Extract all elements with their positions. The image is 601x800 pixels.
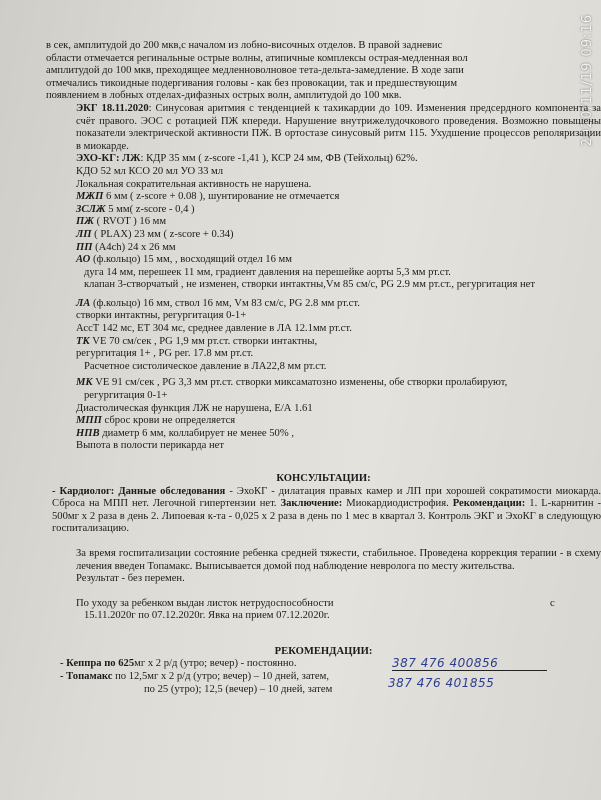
eeg-line: отмечались тикоидные подергивания головы - как без провокации, так и предшествующим bbox=[46, 77, 458, 89]
echo-lv-line: ЭХО-КГ: ЛЖ: КДР 35 мм ( z-score -1,41 ), КСР 24 мм, ФВ (Тейхольц) 62%. bbox=[76, 153, 418, 165]
eeg-line: амплитудой до 100 мкв, преходящее медленноволновое тета-дельта-замедление. В ходе запи bbox=[46, 65, 464, 77]
sick-leave-line: По уходу за ребенком выдан листок нетрудоспособности с bbox=[76, 597, 555, 609]
handwritten-sheet-number: 387 476 401855 bbox=[388, 676, 495, 690]
echo-pp: ПП (A4ch) 24 х 26 мм bbox=[76, 241, 176, 253]
echo-label: ЭХО-КГ: ЛЖ bbox=[76, 153, 141, 165]
echo-mk: МК VE 91 см/сек , PG 3,3 мм рт.ст. створки миксаматозно изменены, обе створки пролабируют, bbox=[76, 377, 508, 389]
echo-mzhp: МЖП 6 мм ( z-score + 0.08 ), шунтирование не отмечается bbox=[76, 191, 340, 203]
echo-zslzh: ЗСЛЖ 5 мм( z-score - 0,4 ) bbox=[76, 203, 195, 215]
ekg-paragraph: ЭКГ 18.11.2020: Синусовая аритмия с тенденцией к тахикардии до 109. Изменения предсердного компонента за счёт правого. ЭОС с ротацией ПЖ кпереди. Нарушение внутрижелудочкового проведения. Возможно повышены показатели электрической активности ПЖ. В ортостазе синусовый ритм 115. Ухудшение процессов реполяризации в миокарде. bbox=[76, 102, 601, 152]
echo-npv: НПВ диаметр 6 мм, коллабирует не менее 50% , bbox=[76, 427, 294, 439]
echo-mk-reg: регургитация 0-1+ bbox=[84, 390, 168, 402]
document-body bbox=[46, 40, 601, 696]
echo-la: ЛА (ф.кольцо) 16 мм, ствол 16 мм, Vм 83 см/с, PG 2.8 мм рт.ст. bbox=[76, 297, 360, 309]
eeg-line: области отмечается регинальные острые волны, атипичные комплексы острая-медленная вол bbox=[46, 52, 468, 64]
cardiologist-paragraph: - Кардиолог: Данные обследования - ЭхоКГ - дилатация правых камер и ЛП при хорошей сократимости миокарда. Сброса на МПП нет. Легочной гипертензии нет. Заключение: Миокардиодистрофия. Рекомендации: 1. L-карнитин - 500мг х 2 раза в день 2. Липоевая к-та - 0,025 х 2 раза в день по 1 мес в квартал 3. Контроль ЭКГ и ЭхоКГ в следующую госпитализацию. bbox=[52, 485, 601, 535]
echo-volumes: КДО 52 мл КСО 20 мл УО 33 мл bbox=[76, 165, 224, 177]
echo-pzh: ПЖ ( RVOT ) 16 мм bbox=[76, 216, 167, 228]
ekg-label: ЭКГ 18.11.2020 bbox=[76, 102, 149, 114]
echo-ao-arch: дуга 14 мм, перешеек 11 мм, градиент давления на перешейке аорты 5,3 мм рт.ст. bbox=[84, 266, 451, 278]
echo-pericardium: Выпота в полости перикарда нет bbox=[76, 440, 225, 452]
keppra-line: - Кеппра по 625мг х 2 р/д (утро; вечер) - постоянно. bbox=[60, 658, 297, 670]
photo-timestamp: 2020/11/19 09:16 bbox=[580, 14, 595, 147]
state-paragraph: За время госпитализации состояние ребенка средней тяжести, стабильное. Проведена коррекция терапии - в схему лечения введен Топамакс. Выписывается домой под наблюдение невролога по месту жительства. bbox=[76, 547, 601, 572]
consultations-heading: КОНСУЛЬТАЦИИ: bbox=[276, 473, 371, 484]
echo-contractility: Локальная сократительная активность не нарушена. bbox=[76, 178, 312, 190]
echo-mpp: МПП сброс крови не определяется bbox=[76, 415, 236, 427]
echo-ao-valve: клапан 3-створчатый , не изменен, створки интактны,Vм 85 см/с, PG 2.9 мм рт.ст., регургитация нет bbox=[84, 279, 535, 291]
echo-la-valve: створки интактны, регургитация 0-1+ bbox=[76, 310, 247, 322]
topamax-line-2: по 25 (утро); 12,5 (вечер) – 10 дней, затем bbox=[144, 683, 333, 695]
echo-la-act: АссТ 142 мс, ЕТ 304 мс, среднее давление в ЛА 12.1мм рт.ст. bbox=[76, 323, 352, 335]
echo-tk-pressure: Расчетное систолическое давление в ЛА22,8 мм рт.ст. bbox=[84, 360, 327, 372]
echo-tk-reg: регургитация 1+ , PG рег. 17.8 мм рт.ст. bbox=[76, 348, 254, 360]
echo-tk: ТК VE 70 см/сек , PG 1,9 мм рт.ст. створки интактны, bbox=[76, 335, 318, 347]
sick-leave-block bbox=[46, 598, 601, 634]
topamax-line: - Топамакс по 12,5мг х 2 р/д (утро; вечер) – 10 дней, затем, bbox=[60, 670, 329, 682]
echo-diastolic: Диастолическая функция ЛЖ не нарушена, Е/А 1.61 bbox=[76, 402, 313, 414]
echo-lp: ЛП ( PLAX) 23 мм ( z-score + 0.34) bbox=[76, 228, 234, 240]
echo-ao: АО (ф.кольцо) 15 мм, , восходящий отдел 16 мм bbox=[76, 254, 292, 266]
recommendations-heading: РЕКОМЕНДАЦИИ: bbox=[274, 645, 373, 657]
sick-leave-dates: 15.11.2020г по 07.12.2020г. Явка на прием 07.12.2020г. bbox=[84, 610, 330, 622]
handwritten-sheet-number: 387 476 400856 bbox=[392, 656, 547, 671]
eeg-line: появлением в лобных отделах-дифазных острых волн, амплитудой до 100 мкв. bbox=[46, 90, 402, 102]
result-line: Результат - без перемен. bbox=[76, 573, 185, 585]
eeg-line: в сек, амплитудой до 200 мкв,с началом из лобно-височных отделов. В правой задневис bbox=[46, 40, 443, 51]
